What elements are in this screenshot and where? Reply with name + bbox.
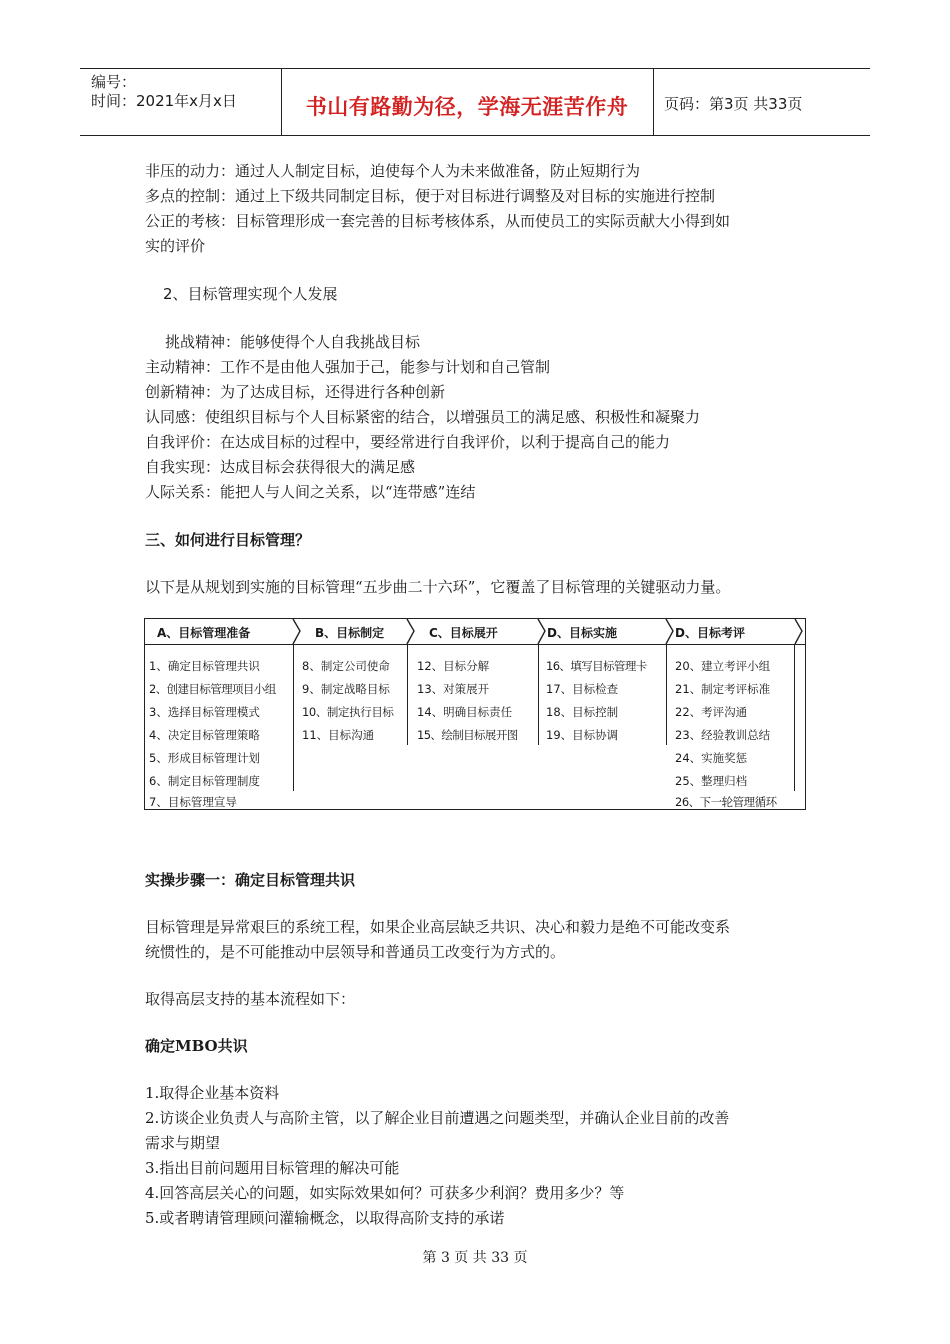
diagram-item: 4、决定目标管理策略 xyxy=(149,728,260,742)
diagram-item: 10、制定执行目标 xyxy=(302,705,394,719)
section-heading: 确定MBO共识 xyxy=(145,1037,248,1055)
paragraph-line: 公正的考核：目标管理形成一套完善的目标考核体系，从而使员工的实际贡献大小得到如 xyxy=(145,212,731,230)
paragraph-line: 自我实现：达成目标会获得很大的满足感 xyxy=(145,458,416,476)
diagram-item: 12、目标分解 xyxy=(417,659,490,673)
diagram-item: 11、目标沟通 xyxy=(302,728,375,742)
paragraph-line: 取得高层支持的基本流程如下： xyxy=(145,990,356,1008)
diagram-header-b: B、目标制定 xyxy=(315,626,385,640)
code-label: 编号： xyxy=(91,73,137,91)
diagram-divider xyxy=(794,645,795,791)
section-heading: 2、目标管理实现个人发展 xyxy=(163,285,338,303)
diagram-item: 17、目标检查 xyxy=(546,682,619,696)
diagram-item: 6、制定目标管理制度 xyxy=(149,774,260,788)
diagram-item: 3、选择目标管理模式 xyxy=(149,705,260,719)
list-item: 5.或者聘请管理顾问灌输概念，以取得高阶支持的承诺 xyxy=(145,1209,505,1227)
diagram-header-a: A、目标管理准备 xyxy=(157,626,251,640)
diagram-item: 23、经验教训总结 xyxy=(675,728,771,742)
diagram-item: 19、目标协调 xyxy=(546,728,619,742)
header-motto-cell xyxy=(281,69,654,135)
diagram-divider xyxy=(407,645,408,745)
diagram-item: 2、创建目标管理项目小组 xyxy=(149,682,276,696)
diagram-header-d: D、目标实施 xyxy=(547,626,617,640)
paragraph-line: 认同感：使组织目标与个人目标紧密的结合，以增强员工的满足感、积极性和凝聚力 xyxy=(145,408,701,426)
page-footer: 第 3 页 共 33 页 xyxy=(422,1250,528,1266)
paragraph-line: 实的评价 xyxy=(145,237,206,255)
diagram-item: 25、整理归档 xyxy=(675,774,748,788)
header-page-cell xyxy=(654,69,870,135)
diagram-item: 24、实施奖惩 xyxy=(675,751,748,765)
diagram-divider xyxy=(666,645,667,745)
section-heading: 实操步骤一：确定目标管理共识 xyxy=(145,871,356,889)
diagram-item: 7、目标管理宣导 xyxy=(149,795,237,809)
diagram-header-c: C、目标展开 xyxy=(429,626,498,640)
diagram-item: 21、制定考评标准 xyxy=(675,682,771,696)
list-item: 1.取得企业基本资料 xyxy=(145,1084,280,1102)
paragraph-line: 创新精神：为了达成目标，还得进行各种创新 xyxy=(145,383,446,401)
diagram-item: 1、确定目标管理共识 xyxy=(149,659,260,673)
diagram-item: 16、填写目标管理卡 xyxy=(546,659,647,673)
diagram-item: 22、考评沟通 xyxy=(675,705,748,719)
list-item: 2.访谈企业负责人与高阶主管，以了解企业目前遭遇之问题类型，并确认企业目前的改善 xyxy=(145,1109,730,1127)
header-info-cell xyxy=(80,69,282,135)
diagram-item: 13、对策展开 xyxy=(417,682,490,696)
diagram-item: 8、制定公司使命 xyxy=(302,659,390,673)
five-step-diagram xyxy=(144,618,806,810)
diagram-item: 26、下一轮管理循环 xyxy=(675,795,777,809)
diagram-item: 18、目标控制 xyxy=(546,705,619,719)
paragraph-line: 自我评价：在达成目标的过程中，要经常进行自我评价，以利于提高自己的能力 xyxy=(145,433,671,451)
diagram-item: 20、建立考评小组 xyxy=(675,659,771,673)
diagram-item: 9、制定战略目标 xyxy=(302,682,390,696)
time-label: 时间：2021年x月x日 xyxy=(91,92,237,110)
page-info: 页码：第3页 共33页 xyxy=(664,95,803,113)
list-item-continuation: 需求与期望 xyxy=(145,1134,221,1152)
page-header xyxy=(80,68,870,136)
paragraph-line: 挑战精神：能够使得个人自我挑战目标 xyxy=(165,333,421,351)
paragraph-line: 以下是从规划到实施的目标管理“五步曲二十六环”，它覆盖了目标管理的关键驱动力量。 xyxy=(145,578,731,596)
paragraph-line: 多点的控制：通过上下级共同制定目标，便于对目标进行调整及对目标的实施进行控制 xyxy=(145,187,716,205)
diagram-item: 14、明确目标责任 xyxy=(417,705,513,719)
diagram-item: 15、绘制目标展开图 xyxy=(417,728,518,742)
paragraph-line: 目标管理是异常艰巨的系统工程，如果企业高层缺乏共识、决心和毅力是绝不可能改变系 xyxy=(145,918,731,936)
diagram-divider xyxy=(538,645,539,745)
diagram-item: 5、形成目标管理计划 xyxy=(149,751,260,765)
diagram-divider xyxy=(293,645,294,791)
motto: 书山有路勤为径，学海无涯苦作舟 xyxy=(305,95,629,119)
diagram-header-e: D、目标考评 xyxy=(675,626,745,640)
section-heading: 三、如何进行目标管理？ xyxy=(145,531,311,549)
paragraph-line: 非压的动力：通过人人制定目标，迫使每个人为未来做准备，防止短期行为 xyxy=(145,162,641,180)
paragraph-line: 人际关系：能把人与人间之关系，以“连带感”连结 xyxy=(145,483,476,501)
paragraph-line: 统惯性的，是不可能推动中层领导和普通员工改变行为方式的。 xyxy=(145,943,566,961)
list-item: 3.指出目前问题用目标管理的解决可能 xyxy=(145,1159,400,1177)
paragraph-line: 主动精神：工作不是由他人强加于己，能参与计划和自己管制 xyxy=(145,358,551,376)
list-item: 4.回答高层关心的问题，如实际效果如何？可获多少利润？费用多少？等 xyxy=(145,1184,625,1202)
